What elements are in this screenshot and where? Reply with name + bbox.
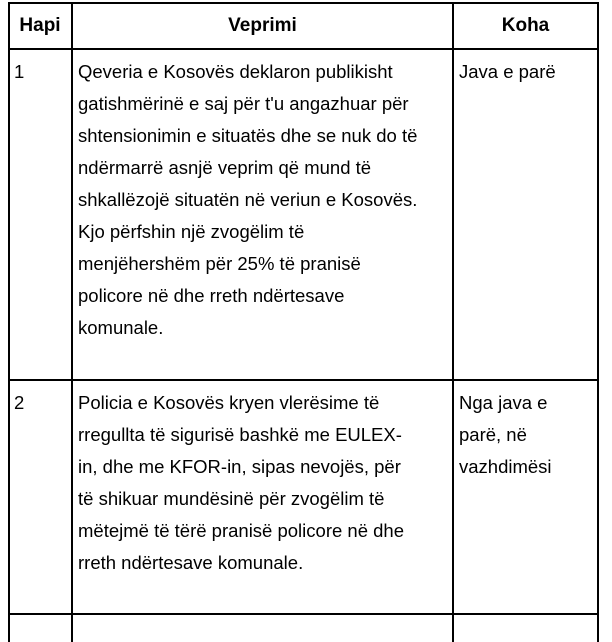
column-divider (71, 2, 73, 642)
action-line: ndërmarrë asnjë veprim që mund të (78, 157, 372, 178)
row-1-time (459, 56, 597, 88)
header-koha: Koha (501, 15, 550, 36)
action-line: mëtejmë të tërë pranisë policore në dhe (78, 520, 404, 541)
row-divider (8, 379, 598, 381)
action-line: Kjo përfshin një zvogëlim të (78, 221, 305, 242)
row-2-step: 2 (14, 392, 25, 413)
table-border-right (597, 2, 599, 642)
steps-table (8, 2, 598, 642)
time-line: Nga java e (459, 392, 548, 413)
action-line: komunale. (78, 317, 164, 338)
action-line: Qeveria e Kosovës deklaron publikisht (78, 61, 393, 82)
header-hapi: Hapi (19, 15, 61, 36)
action-line: in, dhe me KFOR-in, sipas nevojës, për (78, 456, 401, 477)
row-2-action (78, 387, 452, 579)
action-line: të shikuar mundësinë për zvogëlim të (78, 488, 385, 509)
action-line: gatishmërinë e saj për t'u angazhuar për (78, 93, 409, 114)
time-line: Java e parë (459, 61, 556, 82)
action-line: menjëhershëm për 25% të pranisë (78, 253, 361, 274)
row-2-time (459, 387, 597, 483)
action-line: shtensionimin e situatës dhe se nuk do të (78, 125, 418, 146)
time-line: parë, në (459, 424, 527, 445)
row-1-step: 1 (14, 61, 25, 82)
table-border-left (8, 2, 10, 642)
action-line: shkallëzojë situatën në veriun e Kosovës. (78, 189, 418, 210)
action-line: policore në dhe rreth ndërtesave (78, 285, 345, 306)
action-line: rregullta të sigurisë bashkë me EULEX- (78, 424, 402, 445)
action-line: rreth ndërtesave komunale. (78, 552, 304, 573)
header-veprimi: Veprimi (228, 15, 297, 36)
column-divider (452, 2, 454, 642)
action-line: Policia e Kosovës kryen vlerësime të (78, 392, 380, 413)
row-divider (8, 613, 598, 615)
time-line: vazhdimësi (459, 456, 552, 477)
row-1-action (78, 56, 452, 344)
